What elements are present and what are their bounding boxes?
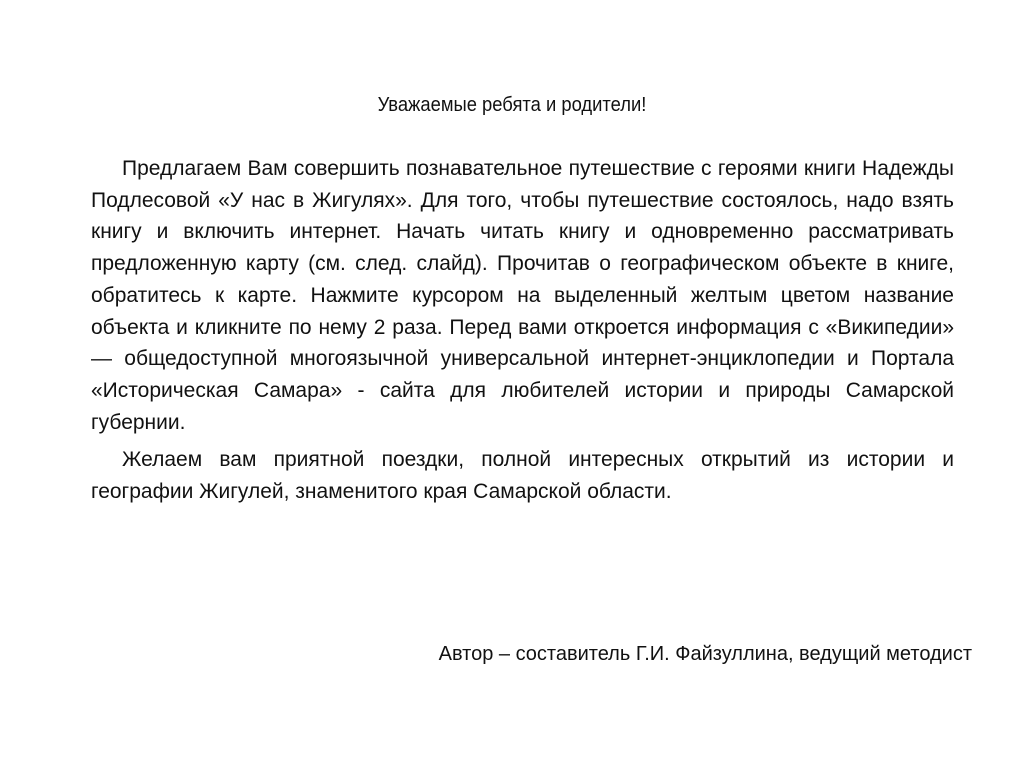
greeting-heading: Уважаемые ребята и родители! [377,94,647,116]
intro-paragraph: Предлагаем Вам совершить познавательное путешествие с героями книги Надежды Подлесовой «У нас в Жигулях». Для того, чтобы путешествие состоялось, надо взять книгу и включить интернет. Начать читать книгу и одновременно рассматривать предложенную карту (см. след. слайд). Прочитав о географическом объекте в книге, обратитесь к карте. Нажмите курсором на выделенный желтым цветом название объекта и кликните по нему 2 раза. Перед вами откроется информация с «Википедии» — общедоступной многоязычной универсальной интернет-энциклопедии и Портала «Историческая Самара» - сайта для любителей истории и природы Самарской губернии. [91,157,954,434]
wishes-paragraph: Желаем вам приятной поездки, полной интересных открытий из истории и географии Жигулей, знаменитого края Самарской области. [91,448,954,504]
author-signature: Автор – составитель Г.И. Файзуллина, ведущий методист [438,643,972,665]
body-text [91,153,954,508]
